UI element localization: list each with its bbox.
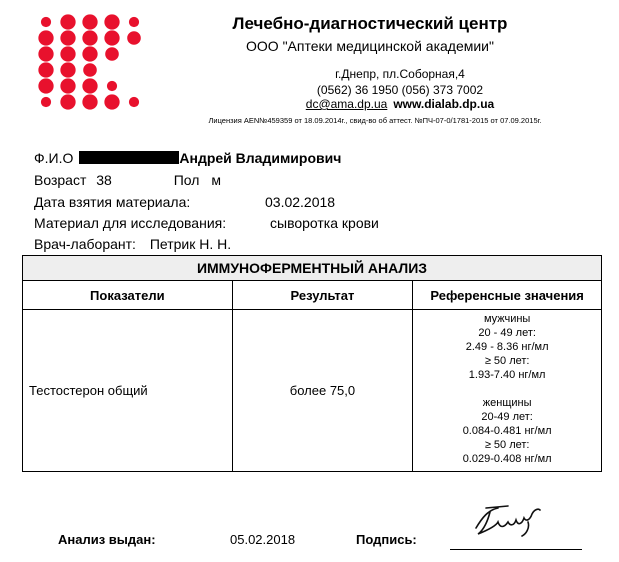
logo-dot	[38, 78, 53, 93]
logo-dot	[60, 62, 75, 77]
ref-line: 20 - 49 лет:	[478, 327, 536, 339]
logo-dot	[104, 94, 119, 109]
clinic-logo	[36, 14, 160, 110]
ref-spacer	[413, 382, 601, 396]
logo-dot	[60, 78, 75, 93]
logo-dot	[107, 81, 117, 91]
header-indicator: Показатели	[23, 281, 233, 310]
ref-line: 20-49 лет:	[481, 411, 533, 423]
logo-dot	[60, 94, 75, 109]
sample-date-row	[34, 194, 190, 210]
logo-dot	[38, 30, 53, 45]
sex-label: Пол	[173, 172, 200, 188]
result-value: более 75,0	[232, 310, 413, 472]
fio-label: Ф.И.О	[34, 150, 74, 166]
logo-dot	[104, 14, 119, 29]
clinic-email[interactable]: dc@ama.dp.ua	[305, 97, 388, 111]
indicator-name: Тестостерон общий	[23, 310, 233, 472]
logo-dot	[129, 97, 139, 107]
issued-date: 05.02.2018	[230, 532, 296, 547]
ref-line: 2.49 - 8.36 нг/мл	[465, 341, 549, 353]
logo-dot	[82, 94, 97, 109]
signature-label: Подпись:	[356, 532, 417, 547]
clinic-address: г.Днепр, пл.Соборная,4	[335, 67, 465, 81]
fio-name: Андрей Владимирович	[179, 150, 342, 166]
logo-dot	[82, 46, 97, 61]
patient-fio	[34, 150, 341, 166]
table-row	[23, 310, 602, 472]
signature-image	[468, 500, 548, 540]
redacted-surname	[79, 151, 179, 164]
ref-line: ≥ 50 лет:	[484, 355, 530, 367]
header-result: Результат	[232, 281, 413, 310]
sample-date-value: 03.02.2018	[265, 194, 336, 210]
issued-label: Анализ выдан:	[58, 532, 156, 547]
clinic-name: Лечебно-диагностический центр	[232, 14, 508, 33]
ref-line: женщины	[482, 397, 532, 409]
sample-date-label: Дата взятия материала:	[34, 194, 191, 210]
age-label: Возраст	[34, 172, 87, 188]
sex-value: м	[211, 172, 221, 188]
company-name: ООО "Аптеки медицинской академии"	[246, 38, 494, 54]
logo-dot	[83, 63, 97, 77]
reference-values	[413, 310, 602, 472]
clinic-phones: (0562) 36 1950 (056) 373 7002	[316, 83, 484, 97]
license-info: Лицензия АЕN№459359 от 18.09.2014г., свид-во об аттест. №ПЧ-07-0/1781-2015 от 07.09.2015г.	[208, 116, 542, 125]
ref-line: мужчины	[483, 313, 531, 325]
doctor-value: Петрик Н. Н.	[149, 236, 232, 252]
patient-age-sex	[34, 172, 221, 188]
logo-dot	[127, 31, 141, 45]
signature-line	[450, 549, 582, 550]
header-reference: Референсные значения	[413, 281, 602, 310]
logo-dot	[82, 30, 97, 45]
logo-dot	[60, 46, 75, 61]
logo-dot	[82, 78, 97, 93]
ref-line: ≥ 50 лет:	[484, 439, 530, 451]
ref-line: 0.029-0.408 нг/мл	[462, 453, 552, 465]
logo-dot	[38, 62, 53, 77]
logo-dot	[105, 47, 119, 61]
ref-line: 1.93-7.40 нг/мл	[468, 369, 546, 381]
clinic-contacts	[200, 98, 600, 111]
results-table	[22, 255, 602, 472]
doctor-row	[34, 236, 231, 252]
logo-dot	[38, 46, 53, 61]
logo-dot	[82, 14, 97, 29]
logo-dot	[129, 17, 139, 27]
age-value: 38	[96, 172, 112, 188]
logo-dot	[60, 30, 75, 45]
logo-dot	[104, 30, 119, 45]
doctor-label: Врач-лаборант:	[34, 236, 136, 252]
material-value: сыворотка крови	[270, 215, 379, 231]
logo-dot	[60, 14, 75, 29]
ref-line: 0.084-0.481 нг/мл	[462, 425, 552, 437]
clinic-website[interactable]: www.dialab.dp.ua	[393, 97, 495, 111]
logo-dot	[41, 17, 51, 27]
logo-dot	[41, 97, 51, 107]
table-header-row	[23, 281, 602, 310]
material-label: Материал для исследования:	[34, 215, 227, 231]
table-title: ИММУНОФЕРМЕНТНЫЙ АНАЛИЗ	[23, 256, 602, 281]
